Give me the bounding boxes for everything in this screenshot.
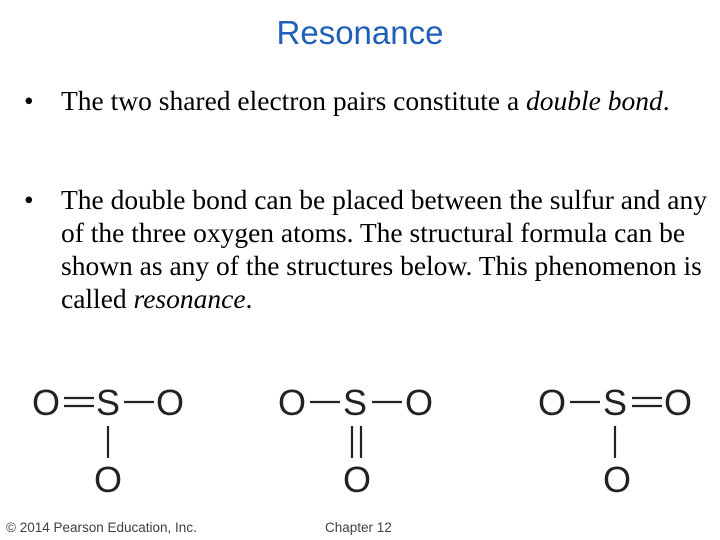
atom-o-left: O [32,382,61,423]
atom-s: S [96,382,121,423]
atom-o-right: O [664,382,693,423]
bullet-text-italic: resonance [133,283,246,314]
atom-o-right: O [156,382,185,423]
bullet-text-end: . [245,283,253,314]
atom-o-bottom: O [343,459,372,500]
structure-1 [32,382,184,500]
atom-o-left: O [538,382,567,423]
footer-chapter: Chapter 12 [325,520,392,535]
bullet-marker: • [24,184,34,215]
atom-o-bottom: O [603,459,632,500]
resonance-structures [0,370,720,510]
atom-o-right: O [405,382,434,423]
atom-s: S [603,382,628,423]
bullet-text-plain: The double bond can be placed between the sulfur and any of the three oxygen atoms. The structural formula can be shown as any of the structures below. This phenomenon is called [61,184,708,314]
bullet-text-end: . [662,85,670,116]
bullet-marker: • [24,85,34,116]
structure-3 [538,382,692,500]
atom-o-bottom: O [94,459,123,500]
bullet-text-italic: double bond [526,85,663,116]
bullet-text [61,183,714,315]
bullet-text-plain: The two shared electron pairs constitute a [61,85,527,116]
bullet-item-1 [24,84,714,117]
bullet-text [61,84,714,117]
atom-o-left: O [278,382,307,423]
bullet-item-2 [24,183,714,315]
structure-2 [278,382,433,500]
footer-copyright: © 2014 Pearson Education, Inc. [6,520,197,535]
slide-title: Resonance [276,14,444,51]
atom-s: S [343,382,368,423]
